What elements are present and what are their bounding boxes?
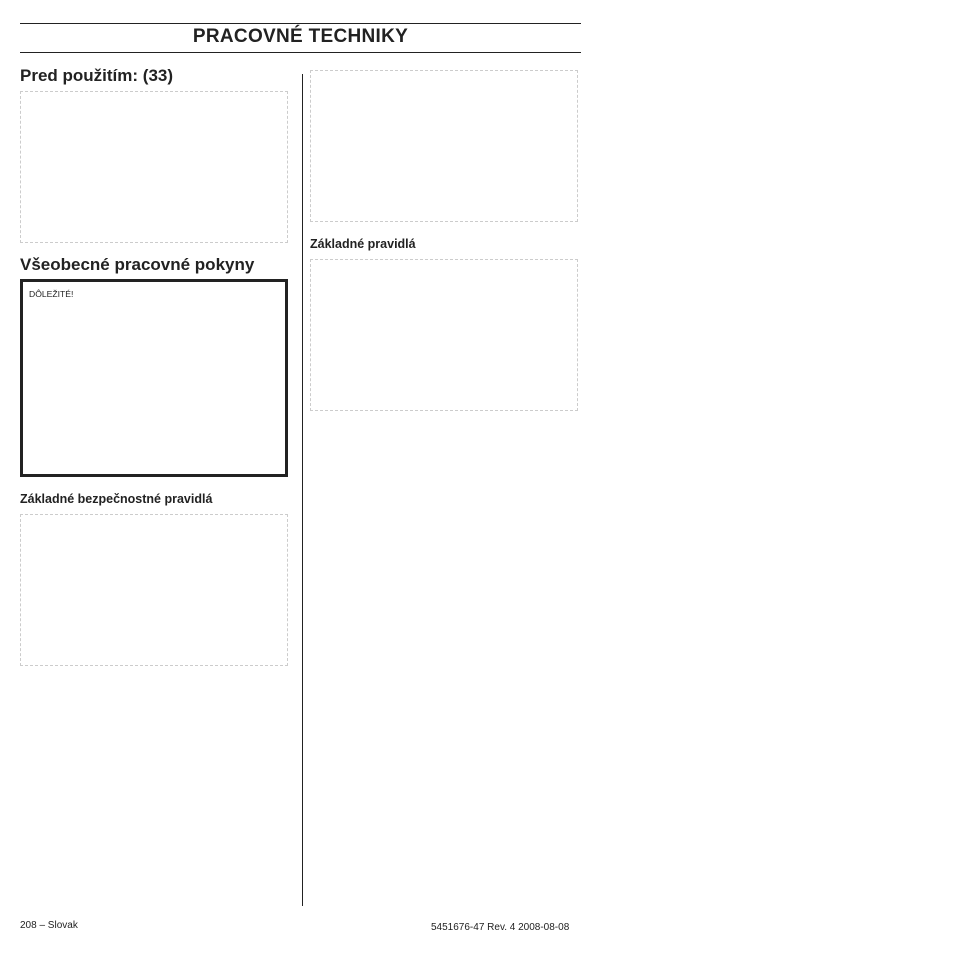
header-bottom-rule — [20, 52, 581, 53]
section-title-general-instructions: Všeobecné pracovné pokyny — [20, 254, 255, 274]
notice-label: DÔLEŽITÉ! — [29, 289, 74, 300]
placeholder-basic-rules — [310, 259, 578, 411]
section-title-before-use: Pred použitím: (33) — [20, 66, 174, 85]
page-header-title: PRACOVNÉ TECHNIKY — [192, 26, 409, 47]
left-column — [20, 66, 288, 682]
footer-document-id: 5451676-47 Rev. 4 2008-08-08 — [431, 922, 570, 933]
section-title-basic-rules: Základné pravidlá — [310, 237, 416, 251]
section-title-basic-safety-rules: Základné bezpečnostné pravidlá — [20, 492, 213, 507]
placeholder-checklist — [20, 91, 288, 243]
footer-page-number: 208 – Slovak — [20, 920, 78, 931]
column-divider — [302, 74, 303, 906]
header-top-rule — [20, 23, 581, 24]
important-notice-box — [20, 279, 288, 477]
right-column — [310, 70, 578, 427]
placeholder-safety-rules — [20, 514, 288, 666]
placeholder-continued-list — [310, 70, 578, 222]
